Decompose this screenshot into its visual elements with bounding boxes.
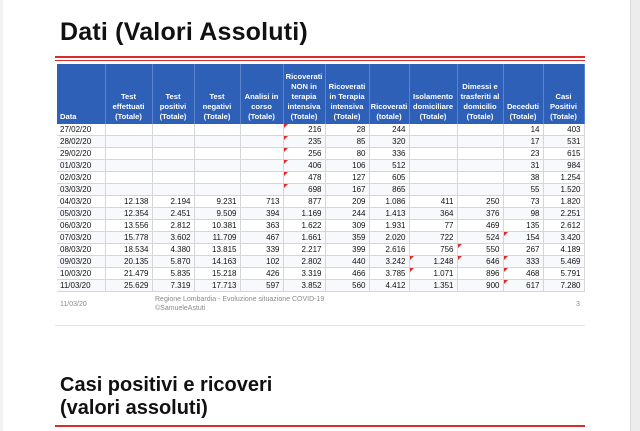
table-cell: 250 xyxy=(457,196,503,208)
table-cell: 896 xyxy=(457,268,503,280)
table-cell: 5.791 xyxy=(543,268,584,280)
table-cell: 1.931 xyxy=(369,220,409,232)
next-slide-title xyxy=(60,374,272,420)
table-cell: 4.412 xyxy=(369,280,409,292)
table-cell: 2.217 xyxy=(283,244,325,256)
date-cell: 01/03/20 xyxy=(57,160,105,172)
table-cell: 7.319 xyxy=(152,280,194,292)
table-cell: 2.812 xyxy=(152,220,194,232)
table-cell: 55 xyxy=(503,184,543,196)
next-slide-divider xyxy=(55,425,585,427)
table-cell xyxy=(105,172,152,184)
table-cell xyxy=(105,124,152,136)
table-cell xyxy=(105,160,152,172)
table-row xyxy=(57,232,584,244)
table-cell: 756 xyxy=(409,244,457,256)
table-cell: 1.071 xyxy=(409,268,457,280)
table-cell xyxy=(152,172,194,184)
column-header: Analisi in corso (Totale) xyxy=(240,64,283,124)
table-cell: 1.169 xyxy=(283,208,325,220)
date-cell: 02/03/20 xyxy=(57,172,105,184)
column-header: Casi Positivi (Totale) xyxy=(543,64,584,124)
table-cell: 467 xyxy=(240,232,283,244)
column-header: Deceduti (Totale) xyxy=(503,64,543,124)
table-cell: 2.451 xyxy=(152,208,194,220)
table-cell: 7.280 xyxy=(543,280,584,292)
table-cell: 28 xyxy=(325,124,369,136)
table-cell: 1.820 xyxy=(543,196,584,208)
table-cell: 127 xyxy=(325,172,369,184)
table-cell: 1.351 xyxy=(409,280,457,292)
table-cell: 267 xyxy=(503,244,543,256)
table-cell: 605 xyxy=(369,172,409,184)
footer-source-line: Regione Lombardia - Evoluzione situazione COVID-19 xyxy=(155,296,325,303)
table-cell: 3.602 xyxy=(152,232,194,244)
table-cell: 154 xyxy=(503,232,543,244)
table-cell: 18.534 xyxy=(105,244,152,256)
table-cell: 167 xyxy=(325,184,369,196)
table-row xyxy=(57,172,584,184)
table-cell: 364 xyxy=(409,208,457,220)
date-cell: 28/02/20 xyxy=(57,136,105,148)
table-cell xyxy=(194,136,240,148)
table-cell: 713 xyxy=(240,196,283,208)
table-cell: 85 xyxy=(325,136,369,148)
table-cell: 3.852 xyxy=(283,280,325,292)
table-row xyxy=(57,268,584,280)
table-cell: 411 xyxy=(409,196,457,208)
table-cell xyxy=(240,124,283,136)
table-cell: 77 xyxy=(409,220,457,232)
data-table xyxy=(57,64,585,292)
table-cell xyxy=(457,148,503,160)
table-cell xyxy=(194,172,240,184)
table-cell: 21.479 xyxy=(105,268,152,280)
table-cell xyxy=(240,148,283,160)
table-cell xyxy=(194,184,240,196)
table-cell: 4.189 xyxy=(543,244,584,256)
table-cell xyxy=(105,148,152,160)
date-cell: 04/03/20 xyxy=(57,196,105,208)
title-divider-bottom xyxy=(55,60,585,61)
table-cell: 244 xyxy=(369,124,409,136)
column-header: Dimessi e trasferiti al domicilio (Totale) xyxy=(457,64,503,124)
table-row xyxy=(57,124,584,136)
date-cell: 03/03/20 xyxy=(57,184,105,196)
table-row xyxy=(57,280,584,292)
table-cell: 244 xyxy=(325,208,369,220)
table-row xyxy=(57,184,584,196)
table-cell: 339 xyxy=(240,244,283,256)
table-cell: 3.242 xyxy=(369,256,409,268)
table-cell: 394 xyxy=(240,208,283,220)
table-cell: 3.420 xyxy=(543,232,584,244)
table-cell xyxy=(152,148,194,160)
column-header: Test negativi (Totale) xyxy=(194,64,240,124)
table-cell: 98 xyxy=(503,208,543,220)
table-cell: 320 xyxy=(369,136,409,148)
table-cell: 2.802 xyxy=(283,256,325,268)
date-cell: 29/02/20 xyxy=(57,148,105,160)
table-cell: 1.086 xyxy=(369,196,409,208)
column-header: Ricoverati in Terapia intensiva (Totale) xyxy=(325,64,369,124)
next-slide-title-line2: (valori assoluti) xyxy=(60,397,208,419)
data-table-container xyxy=(57,64,584,292)
table-cell: 10.381 xyxy=(194,220,240,232)
column-header: Isolamento domiciliare (Totale) xyxy=(409,64,457,124)
table-cell: 13.815 xyxy=(194,244,240,256)
table-row xyxy=(57,148,584,160)
table-cell: 615 xyxy=(543,148,584,160)
table-cell xyxy=(240,160,283,172)
table-cell: 3.785 xyxy=(369,268,409,280)
table-cell: 80 xyxy=(325,148,369,160)
column-header: Ricoverati (totale) xyxy=(369,64,409,124)
table-cell xyxy=(240,136,283,148)
table-cell: 597 xyxy=(240,280,283,292)
table-cell: 2.020 xyxy=(369,232,409,244)
table-cell xyxy=(457,124,503,136)
table-cell: 17.713 xyxy=(194,280,240,292)
date-cell: 05/03/20 xyxy=(57,208,105,220)
table-cell: 17 xyxy=(503,136,543,148)
table-cell xyxy=(409,124,457,136)
table-cell xyxy=(194,160,240,172)
table-cell: 5.870 xyxy=(152,256,194,268)
table-cell: 235 xyxy=(283,136,325,148)
table-cell: 1.622 xyxy=(283,220,325,232)
table-cell: 1.254 xyxy=(543,172,584,184)
table-cell: 466 xyxy=(325,268,369,280)
table-cell: 31 xyxy=(503,160,543,172)
table-cell xyxy=(409,184,457,196)
table-cell: 426 xyxy=(240,268,283,280)
table-cell: 900 xyxy=(457,280,503,292)
table-cell: 646 xyxy=(457,256,503,268)
column-header: Test effettuati (Totale) xyxy=(105,64,152,124)
table-cell: 15.778 xyxy=(105,232,152,244)
table-cell: 406 xyxy=(283,160,325,172)
table-cell: 2.194 xyxy=(152,196,194,208)
date-cell: 07/03/20 xyxy=(57,232,105,244)
table-cell: 698 xyxy=(283,184,325,196)
table-cell: 524 xyxy=(457,232,503,244)
date-cell: 10/03/20 xyxy=(57,268,105,280)
table-cell: 2.251 xyxy=(543,208,584,220)
table-cell: 13.556 xyxy=(105,220,152,232)
table-cell xyxy=(105,136,152,148)
table-cell: 865 xyxy=(369,184,409,196)
table-cell: 73 xyxy=(503,196,543,208)
table-cell: 469 xyxy=(457,220,503,232)
column-header: Data xyxy=(57,64,105,124)
date-cell: 11/03/20 xyxy=(57,280,105,292)
table-row xyxy=(57,136,584,148)
table-cell: 478 xyxy=(283,172,325,184)
table-cell: 560 xyxy=(325,280,369,292)
table-cell xyxy=(240,172,283,184)
footer-source xyxy=(155,296,324,313)
table-row xyxy=(57,196,584,208)
table-cell: 399 xyxy=(325,244,369,256)
table-cell: 209 xyxy=(325,196,369,208)
table-cell: 9.231 xyxy=(194,196,240,208)
table-cell xyxy=(457,172,503,184)
table-cell: 256 xyxy=(283,148,325,160)
table-cell: 376 xyxy=(457,208,503,220)
table-cell xyxy=(105,184,152,196)
table-cell: 102 xyxy=(240,256,283,268)
table-cell: 1.248 xyxy=(409,256,457,268)
page-number: 3 xyxy=(576,301,580,308)
table-cell: 14.163 xyxy=(194,256,240,268)
table-cell: 38 xyxy=(503,172,543,184)
footer-author-line: ©SamueleAstuti xyxy=(155,304,206,312)
date-cell: 06/03/20 xyxy=(57,220,105,232)
table-cell: 12.138 xyxy=(105,196,152,208)
date-cell: 09/03/20 xyxy=(57,256,105,268)
table-cell: 512 xyxy=(369,160,409,172)
table-cell: 15.218 xyxy=(194,268,240,280)
slide-title: Dati (Valori Assoluti) xyxy=(60,18,308,46)
title-divider-top xyxy=(55,56,585,58)
table-cell xyxy=(240,184,283,196)
table-cell xyxy=(409,148,457,160)
table-cell: 468 xyxy=(503,268,543,280)
table-cell: 216 xyxy=(283,124,325,136)
table-cell xyxy=(409,136,457,148)
date-cell: 08/03/20 xyxy=(57,244,105,256)
left-edge xyxy=(0,0,3,431)
table-cell xyxy=(457,184,503,196)
table-cell xyxy=(409,172,457,184)
table-cell xyxy=(457,136,503,148)
table-cell: 877 xyxy=(283,196,325,208)
table-cell: 1.413 xyxy=(369,208,409,220)
table-cell: 359 xyxy=(325,232,369,244)
table-cell xyxy=(194,148,240,160)
column-header: Ricoverati NON in terapia intensiva (Totale) xyxy=(283,64,325,124)
table-cell: 531 xyxy=(543,136,584,148)
table-cell: 722 xyxy=(409,232,457,244)
table-cell: 2.616 xyxy=(369,244,409,256)
table-header-row xyxy=(57,64,584,124)
table-cell: 617 xyxy=(503,280,543,292)
table-cell xyxy=(152,160,194,172)
table-cell: 3.319 xyxy=(283,268,325,280)
table-cell xyxy=(152,136,194,148)
table-cell: 333 xyxy=(503,256,543,268)
table-cell: 1.661 xyxy=(283,232,325,244)
table-cell xyxy=(152,124,194,136)
table-cell xyxy=(194,124,240,136)
table-cell: 2.612 xyxy=(543,220,584,232)
table-cell: 440 xyxy=(325,256,369,268)
table-row xyxy=(57,160,584,172)
footer-date: 11/03/20 xyxy=(60,301,87,308)
table-cell: 4.380 xyxy=(152,244,194,256)
table-cell: 12.354 xyxy=(105,208,152,220)
table-cell: 363 xyxy=(240,220,283,232)
table-row xyxy=(57,244,584,256)
table-cell: 9.509 xyxy=(194,208,240,220)
table-cell: 550 xyxy=(457,244,503,256)
table-cell: 11.709 xyxy=(194,232,240,244)
column-header: Test positivi (Totale) xyxy=(152,64,194,124)
table-cell: 23 xyxy=(503,148,543,160)
table-row xyxy=(57,220,584,232)
table-body xyxy=(57,124,584,292)
table-cell xyxy=(457,160,503,172)
date-cell: 27/02/20 xyxy=(57,124,105,136)
table-row xyxy=(57,208,584,220)
table-cell: 5.469 xyxy=(543,256,584,268)
table-cell: 5.835 xyxy=(152,268,194,280)
table-cell: 1.520 xyxy=(543,184,584,196)
table-cell: 309 xyxy=(325,220,369,232)
table-cell: 20.135 xyxy=(105,256,152,268)
right-edge xyxy=(630,0,640,431)
table-cell: 403 xyxy=(543,124,584,136)
slide-separator xyxy=(55,325,585,326)
table-cell xyxy=(152,184,194,196)
table-cell: 135 xyxy=(503,220,543,232)
table-cell: 336 xyxy=(369,148,409,160)
table-cell xyxy=(409,160,457,172)
table-cell: 25.629 xyxy=(105,280,152,292)
table-row xyxy=(57,256,584,268)
table-cell: 984 xyxy=(543,160,584,172)
next-slide-title-line1: Casi positivi e ricoveri xyxy=(60,374,273,396)
table-cell: 106 xyxy=(325,160,369,172)
table-cell: 14 xyxy=(503,124,543,136)
